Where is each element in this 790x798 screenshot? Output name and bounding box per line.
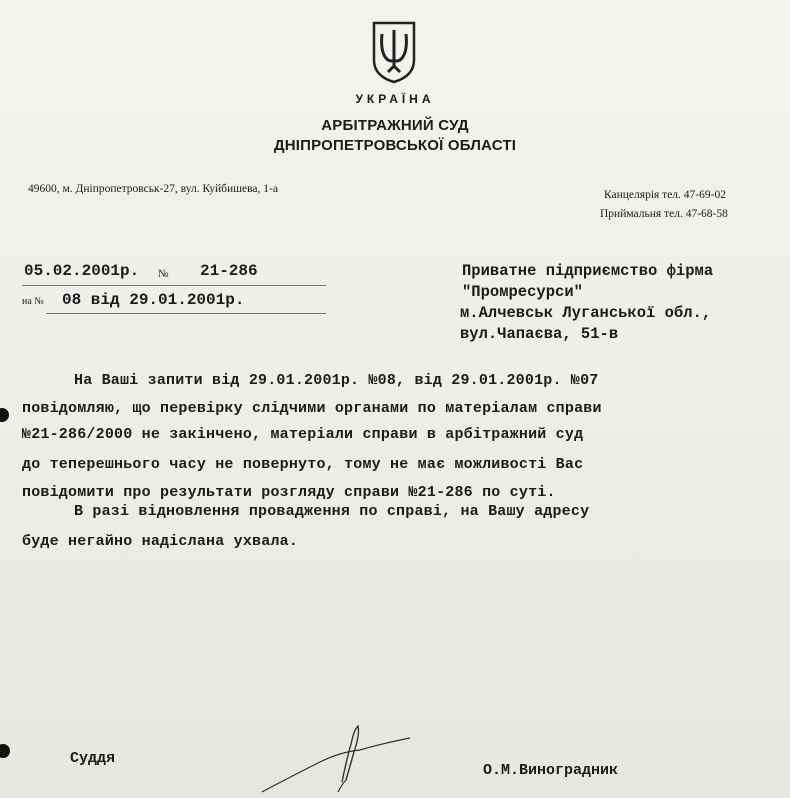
recipient-line: Приватне підприємство фірма xyxy=(462,262,714,280)
reply-to-label: на № xyxy=(22,296,44,307)
recipient-line: вул.Чапаєва, 51-в xyxy=(460,325,619,343)
outgoing-number: 21-286 xyxy=(200,262,258,280)
punch-hole xyxy=(0,744,10,758)
body-line: повідомляю, що перевірку слідчими органами по матеріалам справи xyxy=(22,400,602,417)
handwritten-signature xyxy=(250,722,420,798)
court-address: 49600, м. Дніпропетровськ-27, вул. Куйбишева, 1-а xyxy=(28,183,278,195)
signatory-position: Суддя xyxy=(70,750,116,767)
body-line: На Ваші запити від 29.01.2001р. №08, від 29.01.2001р. №07 xyxy=(74,372,599,389)
trident-coat-of-arms-icon xyxy=(370,20,418,84)
punch-hole xyxy=(0,408,9,422)
registration-underline xyxy=(22,285,326,286)
body-line: повідомити про результати розгляду справи №21-286 по суті. xyxy=(22,484,556,501)
signatory-name: О.М.Виноградник xyxy=(483,762,619,779)
reception-phone: Приймальня тел. 47-68-58 xyxy=(600,208,728,220)
reply-underline xyxy=(46,313,326,314)
country-name: УКРАЇНА xyxy=(355,92,435,106)
body-line: №21-286/2000 не закінчено, матеріали справи в арбітражний суд xyxy=(22,426,584,443)
body-line: буде негайно надіслана ухвала. xyxy=(22,533,299,550)
body-line: В разі відновлення провадження по справі, на Вашу адресу xyxy=(74,503,590,520)
recipient-line: м.Алчевськ Луганської обл., xyxy=(460,304,712,322)
outgoing-number-label: № xyxy=(158,268,169,280)
body-line: до теперешнього часу не повернуто, тому не має можливості Вас xyxy=(22,456,584,473)
court-region: ДНІПРОПЕТРОВСЬКОЇ ОБЛАСТІ xyxy=(273,137,517,154)
recipient-line: "Промресурси" xyxy=(462,283,583,301)
reply-to-reference: 08 від 29.01.2001р. xyxy=(62,291,245,309)
office-phone: Канцелярія тел. 47-69-02 xyxy=(604,189,726,201)
court-title: АРБІТРАЖНИЙ СУД xyxy=(321,117,469,134)
outgoing-date: 05.02.2001р. xyxy=(24,262,140,280)
